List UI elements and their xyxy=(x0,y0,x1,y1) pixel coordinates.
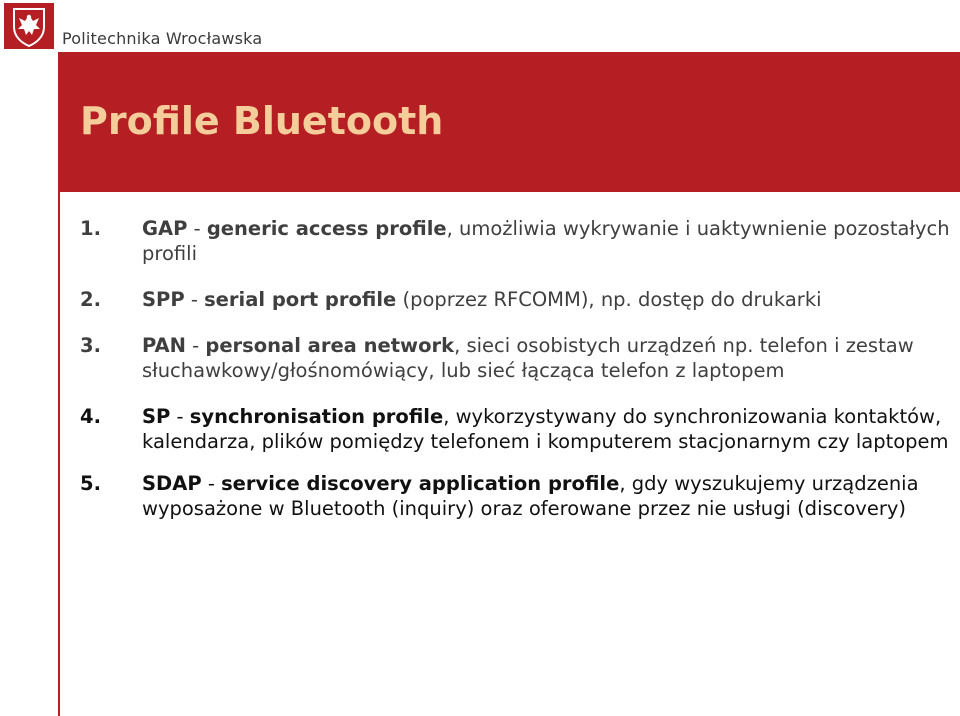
profile-description: , umożliwia wykrywanie i uaktywnienie pozostałych profili xyxy=(142,217,950,265)
list-item-number: 4. xyxy=(80,405,101,428)
list-item-gap xyxy=(80,216,950,266)
list-item-sdap xyxy=(80,471,950,521)
list-item-number: 5. xyxy=(80,472,101,495)
profile-full-name: generic access profile xyxy=(206,217,447,240)
list-item-spp xyxy=(80,287,950,312)
profile-description: (poprzez RFCOMM), np. dostęp do drukarki xyxy=(396,288,822,311)
left-accent-rule xyxy=(58,192,60,716)
institution-name: Politechnika Wrocławska xyxy=(62,29,263,48)
profile-separator: - xyxy=(184,288,205,311)
profile-full-name: personal area network xyxy=(205,334,455,357)
profile-acronym: SPP xyxy=(142,288,185,311)
profile-acronym: SDAP xyxy=(142,472,202,495)
profile-separator: - xyxy=(187,217,207,240)
eagle-emblem-icon xyxy=(4,3,54,49)
profile-description: , gdy wyszukujemy urządzenia wyposażone w Bluetooth (inquiry) oraz oferowane przez nie usługi (discovery) xyxy=(142,472,919,520)
profile-separator: - xyxy=(185,334,206,357)
slide-title: Profile Bluetooth xyxy=(80,99,444,143)
profile-description: , sieci osobistych urządzeń np. telefon i zestaw słuchawkowy/głośnomówiący, lub sieć łącząca telefon z laptopem xyxy=(142,334,914,382)
profile-description: , wykorzystywany do synchronizowania kontaktów, kalendarza, plików pomiędzy telefonem i komputerem stacjonarnym czy laptopem xyxy=(142,405,949,453)
list-item-number: 3. xyxy=(80,334,101,357)
profile-full-name: serial port profile xyxy=(204,288,397,311)
profile-separator: - xyxy=(170,405,190,428)
list-item-number: 1. xyxy=(80,217,101,240)
university-logo xyxy=(4,3,54,49)
profile-acronym: PAN xyxy=(142,334,186,357)
list-item-pan xyxy=(80,333,950,383)
header-bar xyxy=(0,0,960,52)
profile-separator: - xyxy=(201,472,222,495)
profile-full-name: service discovery application profile xyxy=(221,472,620,495)
list-item-sp xyxy=(80,404,950,454)
profile-list xyxy=(80,216,950,542)
profile-full-name: synchronisation profile xyxy=(189,405,444,428)
profile-acronym: GAP xyxy=(142,217,188,240)
list-item-number: 2. xyxy=(80,288,101,311)
profile-acronym: SP xyxy=(142,405,171,428)
